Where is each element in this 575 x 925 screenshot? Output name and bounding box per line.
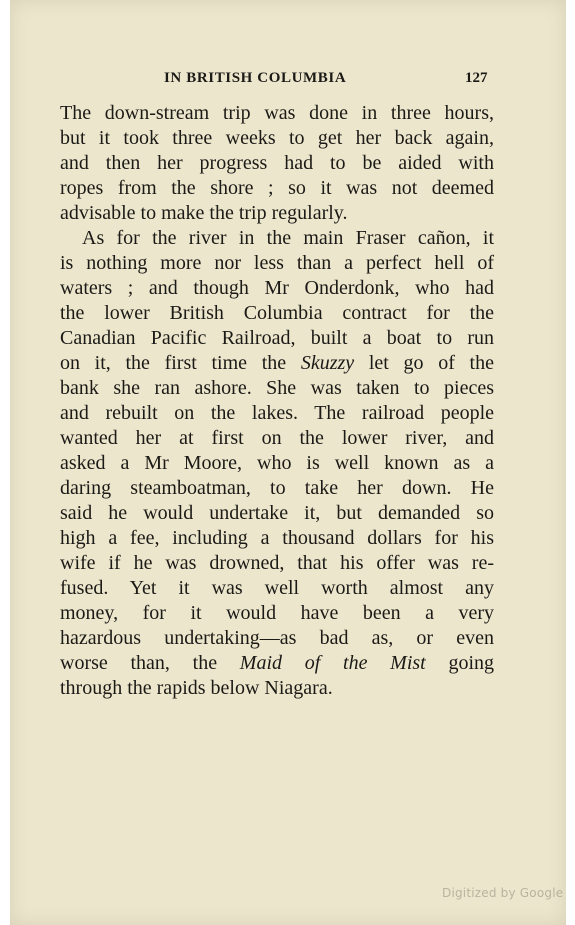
digitization-watermark: Digitized by Google: [442, 886, 564, 900]
text-run: on it, the first time the: [60, 352, 301, 374]
text-run: let go of the: [354, 352, 494, 374]
text-line: fused. Yet it was well worth almost any: [60, 577, 494, 599]
text-line: is nothing more nor less than a perfect hell of: [60, 252, 494, 274]
book-page: [10, 0, 566, 925]
text-line: ropes from the shore ; so it was not deemed: [60, 177, 494, 199]
text-line: money, for it would have been a very: [60, 602, 494, 624]
text-line: [60, 651, 494, 676]
text-line: high a fee, including a thousand dollars for his: [60, 527, 494, 549]
body-text: [60, 101, 494, 701]
text-line: The down-stream trip was done in three hours,: [60, 102, 494, 124]
paragraph-1: [60, 101, 494, 226]
text-line: [60, 351, 494, 376]
text-line: bank she ran ashore. She was taken to pieces: [60, 377, 494, 399]
text-line: asked a Mr Moore, who is well known as a: [60, 452, 494, 474]
running-head: IN BRITISH COLUMBIA: [164, 70, 347, 86]
page-number: 127: [465, 70, 488, 86]
text-line: hazardous undertaking—as bad as, or even: [60, 627, 494, 649]
paragraph-2: [60, 226, 494, 701]
text-line: the lower British Columbia contract for the: [60, 302, 494, 324]
text-line: advisable to make the trip regularly.: [60, 202, 348, 224]
page-header: [10, 70, 566, 90]
text-line: but it took three weeks to get her back again,: [60, 127, 494, 149]
text-line: through the rapids below Niagara.: [60, 677, 333, 699]
text-line: and rebuilt on the lakes. The railroad people: [60, 402, 494, 424]
text-run: going: [425, 652, 494, 674]
text-line: and then her progress had to be aided with: [60, 152, 494, 174]
text-line: As for the river in the main Fraser cañon, it: [82, 227, 494, 249]
text-line: waters ; and though Mr Onderdonk, who had: [60, 277, 494, 299]
text-run: worse than, the: [60, 652, 240, 674]
text-line: Canadian Pacific Railroad, built a boat to run: [60, 327, 494, 349]
text-line: said he would undertake it, but demanded so: [60, 502, 494, 524]
boat-name-skuzzy: Skuzzy: [300, 352, 355, 374]
text-line: daring steamboatman, to take her down. He: [60, 477, 494, 499]
text-line: wanted her at first on the lower river, and: [60, 427, 494, 449]
text-line: wife if he was drowned, that his offer was re-: [60, 552, 494, 574]
boat-name-maid-of-the-mist: Maid of the Mist: [239, 652, 426, 674]
